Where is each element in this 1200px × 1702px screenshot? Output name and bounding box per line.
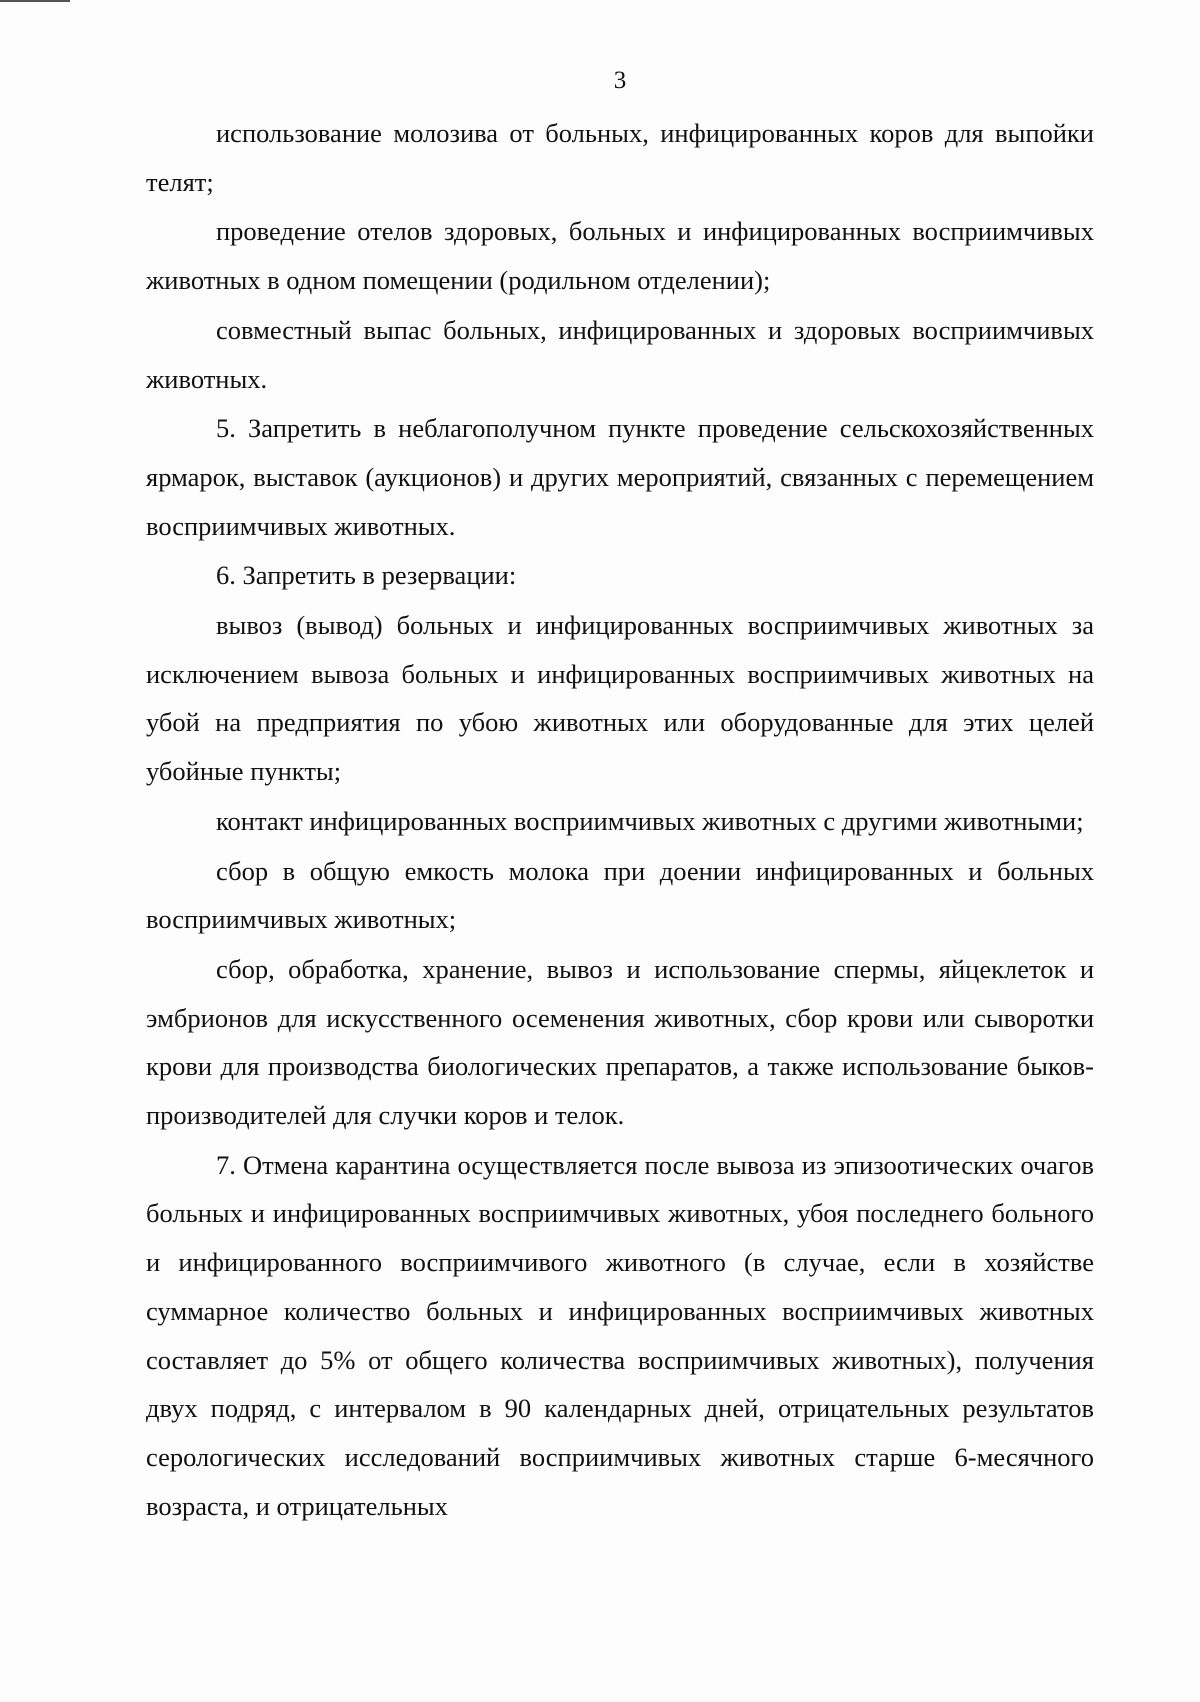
paragraph-item-6-heading: 6. Запретить в резервации: [216, 560, 517, 591]
paragraph-item-7: 7. Отмена карантина осуществляется после вывоза из эпизоотических очагов больных и инфицированных восприимчивых животных, убоя последнего больного и инфицированного восприимчивого животного (в случае, если в хозяйстве суммарное количество больных и инфицированных восприимчивых животных составляет до 5% от общего количества восприимчивых животных), получения двух подряд, с интервалом в 90 календарных дней, отрицательных результатов серологических исследований восприимчивых животных старше 6-месячного возраста, и отрицательных [146, 1149, 1094, 1521]
paragraph-sperm: сбор, обработка, хранение, вывоз и использование спермы, яйцеклеток и эмбрионов для искусственного осеменения животных, сбор крови или сыворотки крови для производства биологических препаратов, а также использование быков-производителей для случки коров и телок. [146, 953, 1094, 1131]
paragraph-calving: проведение отелов здоровых, больных и инфицированных восприимчивых животных в одном помещении (родильном отделении); [146, 216, 1094, 296]
paragraph-milk: сбор в общую емкость молока при доении инфицированных и больных восприимчивых животных; [146, 855, 1094, 935]
document-body [146, 109, 1094, 1530]
paragraph-export: вывоз (вывод) больных и инфицированных восприимчивых животных за исключением вывоза больных и инфицированных восприимчивых животных на убой на предприятия по убою животных или оборудованные для этих целей убойные пункты; [146, 610, 1094, 787]
paragraph-colostrum: использование молозива от больных, инфицированных коров для выпойки телят; [146, 118, 1094, 197]
paragraph-contact: контакт инфицированных восприимчивых животных с другими животными; [216, 805, 1084, 836]
scan-mark-top-left [0, 0, 70, 2]
paragraph-grazing: совместный выпас больных, инфицированных и здоровых восприимчивых животных. [146, 314, 1094, 394]
page-number: 3 [613, 67, 627, 94]
paragraph-item-5: 5. Запретить в неблагополучном пункте проведение сельскохозяйственных ярмарок, выставок (аукционов) и других мероприятий, связанных с перемещением восприимчивых животных. [146, 413, 1094, 541]
